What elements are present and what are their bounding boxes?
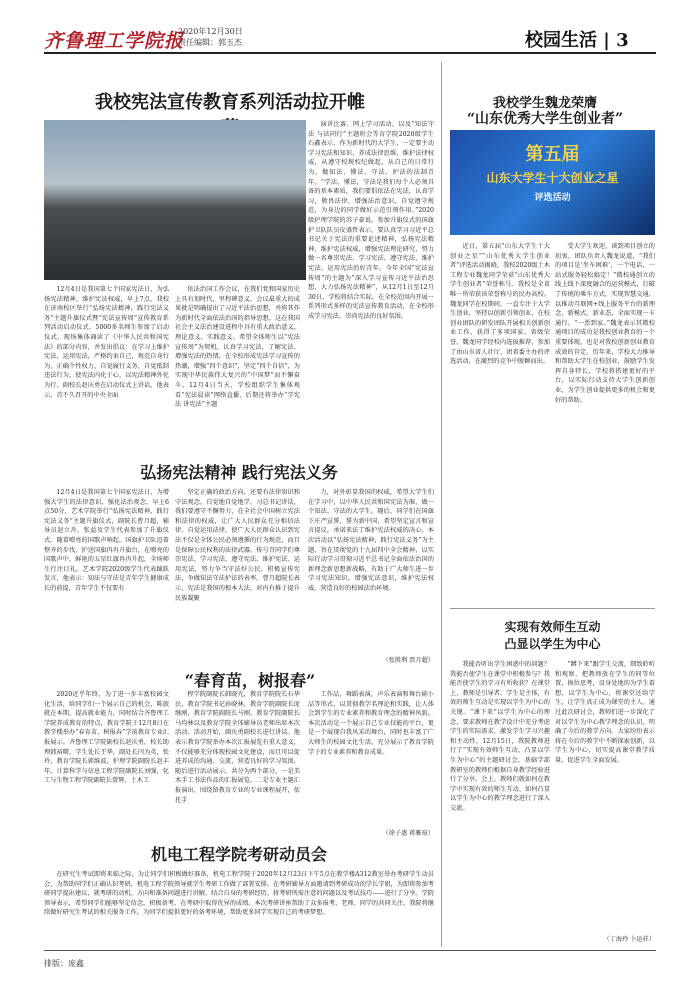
- article4-body: 在研究生考试即将来临之际，为让同学们积极做好准备，机电工程学院于2020年12月23日下午5点在教学楼A312教室举办考研学生动员会，为帮助同学们正确认识考研，机电工程学院领导就学生考研工作做了部署安排。在考研辅导方面邀请到考研成功的学长学姐，为即将参加考研同学提出建议，就考研的动机、方向和准备问题进行讲解，结合自身的考研经历，将考研所需注意的问题以及考试技巧——进行了分享。学院领导表示，希望同学们能够坚定信念，积极备考，在考研中取得优异的成绩。本次考研讲座帮助了众多报考、老师、同学的共同关注，我院将继续做好研究生考试的相关服务工作，为同学们提供更好的备考环境，帮助更多同学实现自己的考研梦想。: [44, 871, 434, 917]
- photo-text-line2: 山东大学生十大创业之星: [486, 171, 619, 185]
- article1-headline: 我校宪法宣传教育系列活动拉开帷: [95, 92, 365, 113]
- footer-rule: [44, 950, 656, 951]
- article5-headline-line1: 我校学生魏龙荣膺: [492, 96, 597, 111]
- masthead-info: [178, 26, 243, 48]
- section-title: 校园生活 | 3: [525, 30, 629, 51]
- photo-text-line3: 评选活动: [534, 193, 571, 203]
- article6-col2: “蹲下来”跟学生交流，细致聆听和观察，把教师放在学生的同等位置，换位思考，设身处地的为学生着想，以学生为中心，将课堂还给学生，让学生真正成为课堂的主人。通过此次研讨会，教师们进一步深化了对以学生为中心教学理念的认识，明确了今后的教学方向。大家纷纷表示将在今后的教学中不断探索创新，以学生为中心，切实提高课堂教学质量，促进学生全面发展。: [555, 661, 655, 764]
- article3-headline: “春育苗，树报春”: [184, 671, 316, 690]
- masthead-rule: [44, 52, 656, 54]
- article3-author: （徐子惠 蒋雅瑄）: [382, 830, 434, 837]
- column-divider: [441, 62, 442, 947]
- article3-col3: 工作品，舞蹈表演，声乐表演和舞台剧小品等形式，以贯彻教学名理论和实践，让人体会到学生的专业素养和教育理念的精神风貌。本次活动是一个展示自己专业技能的平台，更是一个展现自我风采的舞台，同时也丰富了广大师生的校园文化生活，充分展示了教育学院学子的专业素养和教育成果。: [308, 691, 434, 756]
- editor-credit: 责任编辑：郭玉杰: [178, 38, 242, 47]
- issue-date: 2020年12月30日: [178, 27, 243, 36]
- ceremony-photo: [44, 120, 306, 280]
- article5-col2: 受大学生欢迎，谈到项目创立的初衷，团队负责人魏龙说道，“我们的项目是‘坐车困难’，一个电话，一站式服务轻松搞定！”微校通创立的线上线下深度融合的运营模式，打破了传统的乘车方式，实现智慧交通，以推动互联网+线上服务平台的新理念，新模式，新业态，全面实现一卡通行。“一票到家。”魏龙表示其微校通项目的成功是我校创业教育的一个重要体现，也是对我校创新创业教育成效的肯定。历年来，学校大力推导和帮助大学生在校创业，鼓励学生发挥自身特长，学校将搭建更好的平台，以实际行动支持大学生创新创业，为学生创业提供更多的机会和更好的帮助。: [555, 243, 655, 404]
- article1-col2: 依法治国工作会议，在我们党和国家历史上具有划时代、里程碑意义，会议最重大的成果就是明确提出了习近平法治思想，并将其作为新时代全面依法治国的指导思想。这在我国社会主义法治建设进程中具有重大政治意义、理论意义、实践意义。希望全体师生以“宪法宣传周”为契机，认真学习宪法，了解宪法、增强宪法的热情，在全校形成宪法学习宣传的热潮，增强“四个意识”，坚定“四个自信”，为实现中华民族伟大复兴的“中国梦”而不懈奋斗。12月4日当天，学校组织学生集体观看“宪法晨读”网络直播，后期还将举办“学宪法 讲宪法”主题: [175, 286, 300, 409]
- article3-col2: 程学院副院长韩晓光，教育学院院长石华民，教育学院书记孙晓林，教育学院副院长庞继刚，教育学院副院长马刚、教育学院副院长马均林以及教育学院全体辅导员老师出席本次活动。活动开始，副庆勇副校长进行讲话。他表示教育学院举办本次汇报展览有重大意义，不仅能够充分体现校园文化建设，而且可以促进养成的沟通、交流，营造良好的学习氛围，随后进行活动展示。共分为两个部分，一是美术手工书法作品的汇报展览，二是专业主题汇报演出，围绕留教育专业的专业课程展开，依托手: [175, 691, 300, 804]
- article2-headline: 弘扬宪法精神 践行宪法义务: [140, 463, 338, 482]
- article6-headline-line2: 凸显以学生为中心: [504, 637, 601, 651]
- article2-col2: 坚定正确的政治方向，还要有法律知识和守法观念。自觉地自觉地学，习总书记讲话，我们要遵守不懈努力，在全社会中国树立宪法和法律的权威，让广大人民群众充分相信法律、自觉运用法律，使广大人民群众认识到宪法不仅是全体公民必须遵循的行为规范，而且是保障公民权利的法律武器。传号召同学们尊崇宪法、学习宪法、遵守宪法、维护宪法、运用宪法，努力争当守法好公民。积极宣传宪法，争做知法守法护法的表率。曹月超院长表示，宪法是我国的根本大法，对内有推于提升民族凝聚: [175, 489, 300, 602]
- award-photo: [450, 130, 655, 235]
- layout-credit: 排版：庞鑫: [44, 959, 84, 968]
- article6-rule: [450, 608, 655, 609]
- article1-col3: 演讲比赛、网上学习活动，以及“知法守法 与法同行”主题班会等育学院2020级学生石鑫表示，作为新时代的大学生，一定要主动学习宪法和知识，养成法律思维，维护法律权威，从遵守校规校纪做起，从自己的日常行为，做知法、懂法、守法、护法的法制青年。“学法、懂法，守法是我们每个人必须具备的基本素质，我们要倡依法在宪法，认真学习，敬畏法律，增强法治意识，自觉遵守规范，为身边的同学做好示范引领作用。”2020级护理学院的苏子豪说。参加升旗仪式的国旗护卫队队员皮盛哲表示，要认真学习习近平总书记关于宪法的重要论述精神，弘扬宪法精神，维护宪法权威，增强宪法理论研究，努力做一名尊崇宪法、学习宪法、遵守宪法、维护宪法、运用宪法的好青年。今年全国“宪法宣传周”的主题为“深入学习宣传习近平法治思想，大力弘扬宪法精神”，从12月1日至12月30日，学校将结合实际，在全校范围内开展一系列形式多样的宪法宣传教育活动，在全校形成学习宪法、崇尚宪法的良好氛围。: [308, 121, 434, 320]
- article3-col1: 2020近乎年终，为了进一步丰富校园文化生活，给同学们一个展示自己的机会，陈旅就在本期，提高就业能力，同时结合齐鲁理工学院养成教育的特点，教育学院于12月8日在教学楼举办“春育苗，树报春”学前教育专业汇报展示。齐鲁理工学院副校长赵庆勇，校长助理韩裕曙，学生处长王华，副处长闫为英，张玲，教育学院长郭维波，护理学院副院长赵丰年，计算科学与信息工程学院副院长刘强、化工与生物工程学院副院长曾辉、土木工: [44, 691, 169, 785]
- article2-author: （张胜利 贾月超）: [382, 657, 434, 664]
- photo-text-line1: 第五届: [525, 144, 580, 165]
- article2-col1: 12月4日是我国第七个国家宪法日，为增强大学生的法律意识，强化法治观念，早上6点50分，艺术学院举行“弘扬宪法精神，践行宪法义务”主题升旗仪式，副院长曹月超、辅导员赵立舟、张益及学生代表参加了升旗仪式。随着嘹亮的国歌声响起，国旗护卫队迈着整齐的步伐，护送国旗冉冉升旗台，在嘹亮的国歌声中，鲜艳的五星红旗冉冉升起，全场师生行注目礼。艺术学院2020级学生代表踊跃发言，他表示：知法与守法是青年学生健康成长的前提，青年学生不仅要有: [44, 489, 169, 592]
- article6-col1: 我能否听出学生困惑中的问题？我能否使学生在课堂中积极参与？我能否使学生的学习有所收获？在课堂上，教师是引导者，学生是主体，有效的师生互动是实现以学生为中心的关键。“课下来”以学生为中心的理念，要求教师在教学设计中充分考虑学生的实际需求，激发学生学习兴趣和主动性。12月15日，我院教师进行了“实现有效师生互动，凸显以学生为中心”的主题研讨会，基础学部教研室的教师们根据自身教学经验进行了分享。会上，教师们就如何在教学中实现有效的师生互动、如何凸显以学生为中心的教学理念进行了深入交流。: [450, 661, 550, 812]
- article5-headline-line2: “山东优秀大学生创业者”: [466, 111, 624, 127]
- newspaper-logo: 齐鲁理工学院报: [44, 30, 185, 52]
- article5-col1: 近日，第五届“山东大学生十大创业之星”“山东优秀大学生创业者”评选活动揭晓，我校2020级土木工程专业魏龙同学荣获“山东优秀大学生创业者”荣誉称号。我校是全省唯一所荣获该荣誉称号的民办高校。魏龙同学在校期间，一直专注于大学生创业，坚持以创新引领创业，在校创业团队的研发团队开展相关创新创业工作，获得了多项国家、省级荣誉。魏龙同学经校内选拔推荐，参加了由山东省人社厅、团省委主办的评选活动，在激烈的竞争中脱颖而出。: [450, 243, 550, 366]
- article2-col3: 力，对外彰显我国的权威，希望大学生们在学习中，以中华人民共和国宪法为准，做一个知法、守法的大学生。随后，同学们在国旗下庄严宣誓，誓为新中国，希望坚定宣言和宣言提议，承诺来法了维护宪法权威的决心。本次活动以“弘扬宪法精神，践行宪法义务”为主题，旨在贯彻党的十九届四中全会精神，以实际行动学习贯彻习近平总书记全面依法治国的新理念新思想新战略，有助于广大师生进一步学习宪法知识，增强宪法意识，维护宪法权威，营造良好的校园法治环境。: [308, 489, 434, 592]
- article6-author: （丁海玲 卜运祥）: [603, 936, 655, 943]
- article6-headline-line1: 实现有效师生互动: [504, 620, 601, 634]
- article1-col1: 12月4日是我国第七个国家宪法日，为弘扬宪法精神，维护宪法权威，早上7点，我校在济南校区举行“弘扬宪法精神，践行宪法义务”主题升旗仪式暨“宪法宣传周”宣传教育系列活动启动仪式。5000多名师生参加了启动仪式，现场集体诵读了《中华人民共和国宪法》的部分内容，并发出倡议：在学习上维护宪法，运用宪法，严格约束自己，规范自身行为，正确个性权力，自觉履行义务，自觉抵制违法行为，使宪法内化于心，以宪法精神外化为行。副校长赵庆勇在启动仪式上讲话，他表示，首不久召开的中央全面: [44, 286, 169, 399]
- article4-headline: 机电工程学院考研动员会: [150, 845, 327, 864]
